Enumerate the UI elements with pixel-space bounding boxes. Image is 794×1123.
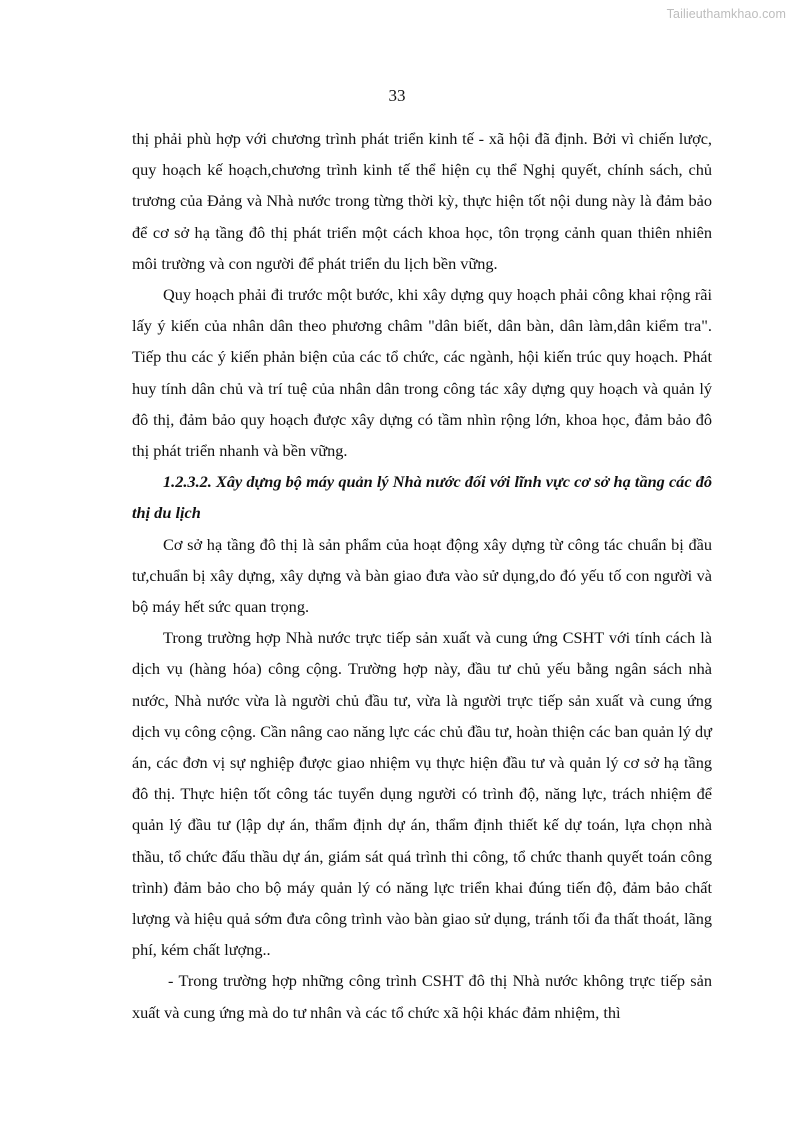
- paragraph-3: Cơ sở hạ tầng đô thị là sản phẩm của hoạt động xây dựng từ công tác chuẩn bị đầu tư,chuẩn bị xây dựng, xây dựng và bàn giao đưa vào sử dụng,do đó yếu tố con người và bộ máy hết sức quan trọng.: [132, 534, 712, 617]
- paragraph-4: Trong trường hợp Nhà nước trực tiếp sản xuất và cung ứng CSHT với tính cách là dịch vụ (hàng hóa) công cộng. Trường hợp này, đầu tư chủ yếu bằng ngân sách nhà nước, Nhà nước vừa là người chủ đầu tư, vừa là người trực tiếp sản xuất và cung ứng dịch vụ công cộng. Cần nâng cao năng lực các chủ đầu tư, hoàn thiện các ban quản lý dự án, các đơn vị sự nghiệp được giao nhiệm vụ thực hiện đầu tư và quản lý cơ sở hạ tầng đô thị. Thực hiện tốt công tác tuyển dụng người có trình độ, năng lực, trách nhiệm để quản lý đầu tư (lập dự án, thẩm định dự án, thẩm định thiết kế dự toán, lựa chọn nhà thầu, tổ chức đấu thầu dự án, giám sát quá trình thi công, tổ chức thanh quyết toán công trình) đảm bảo cho bộ máy quản lý có năng lực triển khai đúng tiến độ, đảm bảo chất lượng và hiệu quả sớm đưa công trình vào bàn giao sử dụng, tránh tối đa thất thoát, lãng phí, kém chất lượng..: [132, 628, 712, 960]
- document-body: [132, 123, 712, 1028]
- paragraph-2: Quy hoạch phải đi trước một bước, khi xây dựng quy hoạch phải công khai rộng rãi lấy ý kiến của nhân dân theo phương châm "dân biết, dân bàn, dân làm,dân kiểm tra". Tiếp thu các ý kiến phản biện của các tổ chức, các ngành, hội kiến trúc quy hoạch. Phát huy tính dân chủ và trí tuệ của nhân dân trong công tác xây dựng quy hoạch và quản lý đô thị, đảm bảo quy hoạch được xây dựng có tầm nhìn rộng lớn, khoa học, đảm bảo đô thị phát triển nhanh và bền vững.: [132, 285, 712, 461]
- page-number: 33: [388, 86, 406, 105]
- paragraph-5: - Trong trường hợp những công trình CSHT đô thị Nhà nước không trực tiếp sản xuất và cung ứng mà do tư nhân và các tổ chức xã hội khác đảm nhiệm, thì: [132, 971, 712, 1022]
- paragraph-1: thị phải phù hợp với chương trình phát triển kinh tế - xã hội đã định. Bởi vì chiến lược, quy hoạch kế hoạch,chương trình kinh tế thể hiện cụ thể Nghị quyết, chính sách, chủ trương của Đảng và Nhà nước trong từng thời kỳ, thực hiện tốt nội dung này là đảm bảo để cơ sở hạ tầng đô thị phát triển một cách khoa học, tôn trọng cảnh quan thiên nhiên môi trường và con người để phát triển du lịch bền vững.: [132, 129, 712, 273]
- section-heading: 1.2.3.2. Xây dựng bộ máy quản lý Nhà nước đối với lĩnh vực cơ sở hạ tầng các đô thị du lịch: [132, 472, 712, 523]
- watermark-text: Tailieuthamkhao.com: [666, 7, 786, 21]
